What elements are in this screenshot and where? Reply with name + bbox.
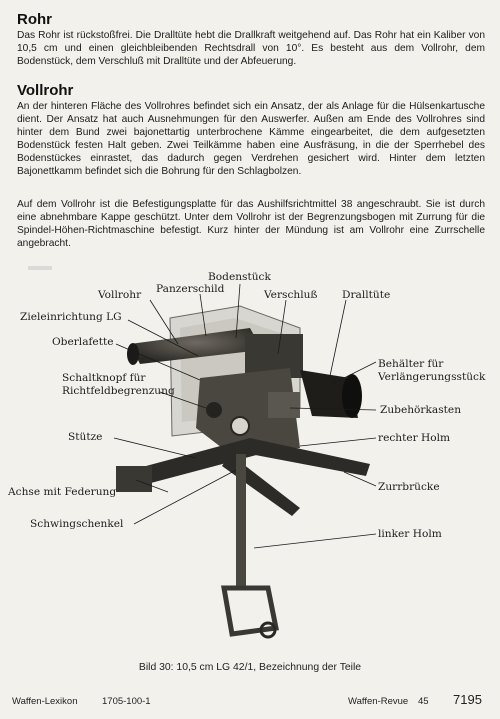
- label-vollrohr: Vollrohr: [98, 289, 142, 301]
- label-behaelter-line2: Verlängerungsstück: [378, 371, 486, 383]
- section-heading-vollrohr: Vollrohr: [17, 82, 74, 99]
- figure-caption: Bild 30: 10,5 cm LG 42/1, Bezeichnung der Teile: [138, 662, 362, 673]
- page-number: 7195: [453, 692, 482, 707]
- label-panzerschild: Panzerschild: [156, 283, 225, 295]
- label-behaelter-line1: Behälter für: [378, 358, 444, 370]
- footer-code: 1705-100-1: [102, 696, 151, 707]
- footer-magazine: Waffen-Revue: [348, 696, 409, 707]
- label-dralltuete: Dralltüte: [342, 289, 391, 301]
- label-schwingschenkel: Schwingschenkel: [30, 518, 124, 530]
- label-zieleinrichtung: Zieleinrichtung LG: [20, 311, 122, 323]
- label-bodenstueck: Bodenstück: [208, 271, 271, 283]
- label-oberlafette: Oberlafette: [52, 336, 114, 348]
- paragraph-vollrohr-2: Auf dem Vollrohr ist die Befestigungsplatte für das Aushilfsrichtmittel 38 angeschraubt. Sie ist durch eine abnehmbare Kappe geschützt. Unter dem Vollrohr ist der Begrenzungsbogen mit Zurrung für die Spindel-Höhen-Richtmaschine befestigt. Kurz hinter der Mündung ist am Vollrohr eine Zurrschelle angebracht.: [17, 199, 485, 249]
- label-verschluss: Verschluß: [264, 289, 318, 301]
- label-stuetze: Stütze: [68, 431, 103, 443]
- label-achse: Achse mit Federung: [8, 486, 117, 498]
- label-linker-holm: linker Holm: [378, 528, 442, 540]
- label-schaltknopf-line1: Schaltknopf für: [62, 372, 146, 384]
- footer-series: Waffen-Lexikon: [12, 696, 78, 707]
- paragraph-rohr: Das Rohr ist rückstoßfrei. Die Dralltüte hebt die Drallkraft weitgehend auf. Das Rohr hat ein Kaliber von 10,5 cm und einen gleichbleibenden Rechtsdrall von 10°. Es besteht aus dem Vollrohr, dem Bodenstück, dem Verschluß mit Dralltüte und der Abfeuerung.: [17, 30, 485, 67]
- label-zubehoerkasten: Zubehörkasten: [380, 404, 462, 416]
- label-rechter-holm: rechter Holm: [378, 432, 451, 444]
- section-heading-rohr: Rohr: [17, 11, 52, 28]
- label-zurrbruecke: Zurrbrücke: [378, 481, 440, 493]
- paragraph-vollrohr-1: An der hinteren Fläche des Vollrohres befindet sich ein Ansatz, der als Anlage für die Hülsenkartusche dient. Der Ansatz hat auch Ausnehmungen für den Auswerfer. Außen am Ende des Vollrohres sind hinter dem Bund zwei bajonettartig unterbrochene Kämme eingearbeitet, die dem aufgesetzten Bodenstück festen Halt geben. Zwei Teilkämme haben eine Ausfräsung, in die der Sperrhebel des Bodenstückes einrastet, das dadurch gegen Verdrehen gesichert wird. Hinter dem letzten Bajonettkamm befindet sich die Bohrung für den Schlagbolzen.: [17, 101, 485, 177]
- label-schaltknopf-line2: Richtfeldbegrenzung: [62, 385, 175, 397]
- footer-issue: 45: [418, 696, 429, 707]
